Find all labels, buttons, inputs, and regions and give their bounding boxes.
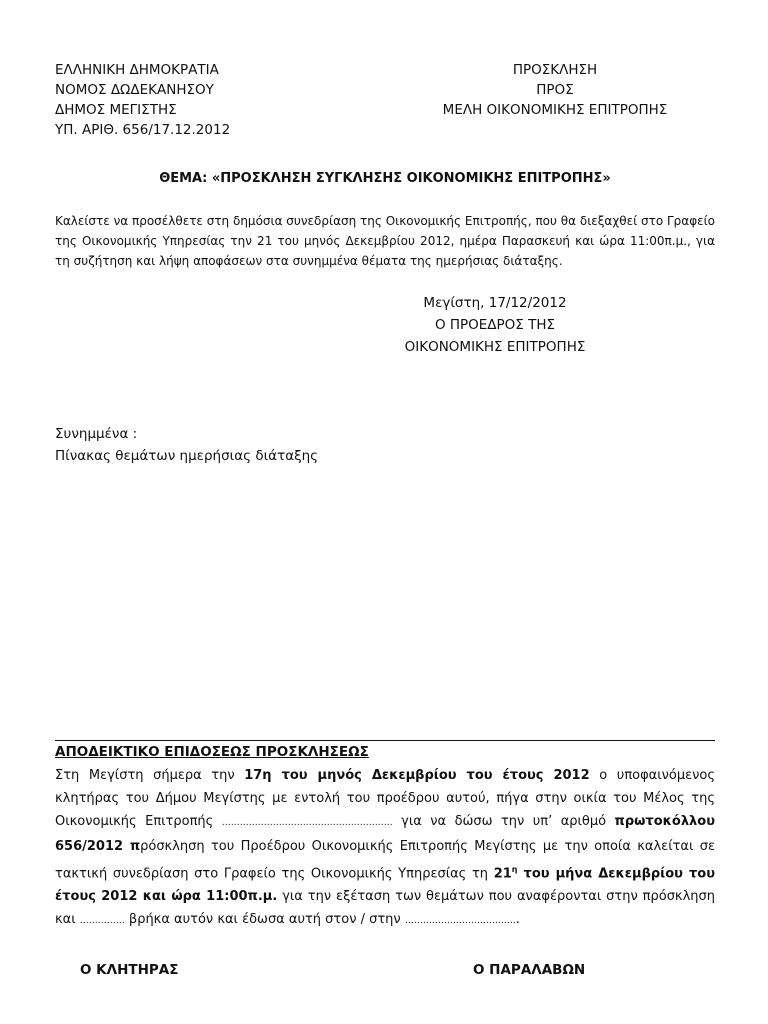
receipt-text-5: για την εξέταση των θεμάτων που αναφέρονται στην πρόσκληση και [55, 889, 716, 928]
invitation-paragraph: Καλείστε να προσέλθετε στη δημόσια συνεδρίαση της Οικονομικής Επιτροπής, που θα διεξαχθεί στο Γραφείο της Οικονομικής Υπηρεσίας την 21 του μηνός Δεκεμβρίου 2012, ημέρα Παρασκευή και ώρα 11:00π.μ., για τη συζήτηση και λήψη αποφάσεων στα συνημμένα θέματα της ημερήσιας διάταξης. [55, 214, 715, 268]
section-divider [55, 740, 715, 741]
receipt-day-suffix: η [511, 865, 518, 874]
receipt-date-bold: 17η του μηνός Δεκεμβρίου του έτους 2012 [244, 768, 590, 783]
issuer-country: ΕΛΛΗΝΙΚΗ ΔΗΜΟΚΡΑΤΙΑ [55, 62, 219, 78]
condition-blank: …………… [79, 916, 125, 927]
recipient-block [405, 60, 705, 120]
attachments-label: Συνημμένα : [55, 426, 138, 442]
recipient-name: ΜΕΛΗ ΟΙΚΟΝΟΜΙΚΗΣ ΕΠΙΤΡΟΠΗΣ [442, 102, 668, 118]
receipt-text-1: Στη Μεγίστη σήμερα την [55, 768, 245, 783]
receipt-paragraph [55, 764, 715, 933]
recipient-label: Ο ΠΑΡΑΛΑΒΩΝ [473, 962, 586, 978]
receipt-datetime-bold: του μήνα Δεκεμβρίου του έτους 2012 και ώρα 11:00π.μ. [55, 866, 716, 905]
attachments-item: Πίνακας θεμάτων ημερήσιας διάταξης [55, 448, 319, 464]
receipt-text-end: . [515, 912, 520, 928]
issuer-municipality: ΔΗΜΟΣ ΜΕΓΙΣΤΗΣ [55, 102, 177, 118]
subject-line: ΘΕΜΑ: «ΠΡΟΣΚΛΗΣΗ ΣΥΓΚΛΗΣΗΣ ΟΙΚΟΝΟΜΙΚΗΣ ΕΠΙΤΡΟΠΗΣ» [159, 171, 611, 186]
receipt-text-4: ρόσκληση του Προέδρου Οικονομικής Επιτροπής Μεγίστης με την οποία καλείται σε τακτική συνεδρίαση στο Γραφείο της Οικονομικής Υπηρεσίας τη [55, 839, 716, 882]
protocol-number: ΥΠ. ΑΡΙΘ. 656/17.12.2012 [55, 122, 231, 138]
member-name-blank: ………………………………………………… [221, 818, 393, 828]
receipt-text-6: βρήκα αυτόν και έδωσα αυτή στον / στην [124, 912, 405, 928]
signatory-title-1: Ο ΠΡΟΕΔΡΟΣ ΤΗΣ [434, 317, 556, 333]
document-type: ΠΡΟΣΚΛΗΣΗ [512, 62, 598, 78]
receipt-heading: ΑΠΟΔΕΙΚΤΙΚΟ ΕΠΙΔΟΣΕΩΣ ΠΡΟΣΚΛΗΣΕΩΣ [55, 744, 369, 760]
receipt-text-2: ο υποφαινόμενος κλητήρας του Δήμου Μεγίστης με εντολή του προέδρου αυτού, πήγα στην οικία του Μέλος της Οικονομικής Επιτροπής [55, 768, 715, 829]
receipt-day-bold: 21 [493, 866, 512, 882]
receipt-text-3: για να δώσω την υπ’ αριθμό [392, 814, 615, 829]
place-date: Μεγίστη, 17/12/2012 [423, 295, 567, 311]
attachments-block [55, 423, 318, 467]
receiver-name-blank: ………………………………. [404, 916, 516, 927]
signatory-title-2: ΟΙΚΟΝΟΜΙΚΗΣ ΕΠΙΤΡΟΠΗΣ [404, 339, 586, 355]
issuer-block [55, 60, 230, 140]
bailiff-label: Ο ΚΛΗΤΗΡΑΣ [80, 962, 179, 978]
recipient-to: ΠΡΟΣ [536, 82, 574, 98]
receipt-protocol-bold: πρωτοκόλλου 656/2012 π [55, 814, 715, 854]
signature-block [345, 292, 645, 358]
issuer-prefecture: ΝΟΜΟΣ ΔΩΔΕΚΑΝΗΣΟΥ [55, 82, 214, 98]
